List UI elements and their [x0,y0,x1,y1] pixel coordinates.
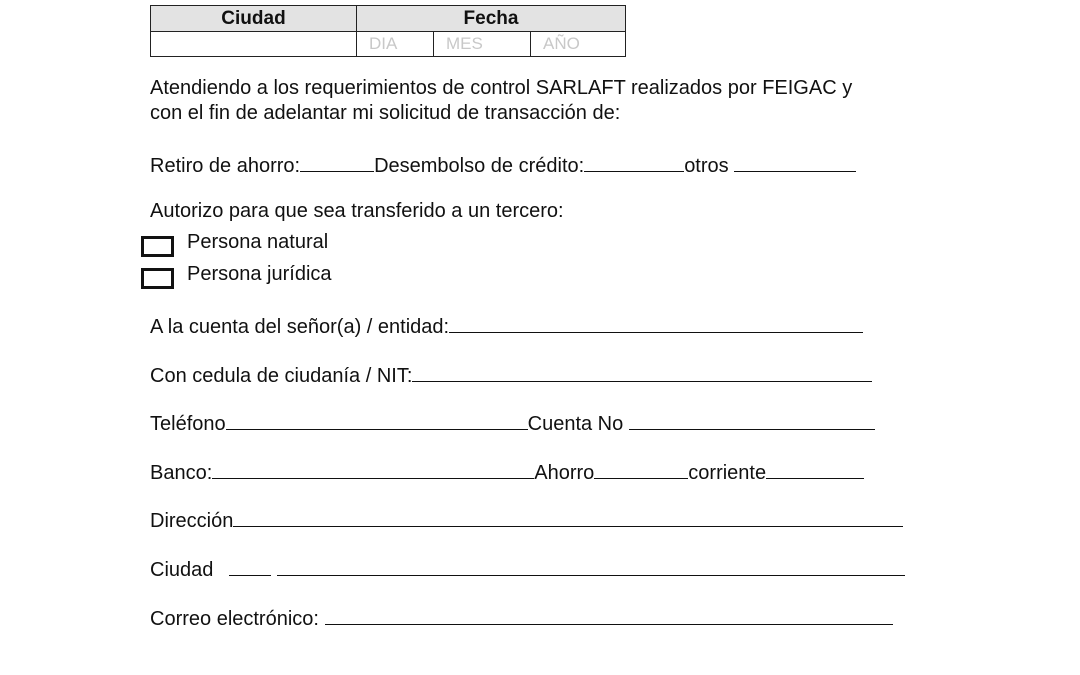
account-no-label: Cuenta No [527,413,624,435]
city-blank[interactable] [277,555,905,576]
current-blank[interactable] [766,458,864,479]
legal-person-checkbox[interactable] [141,268,174,289]
year-cell[interactable]: AÑO [531,32,626,57]
account-no-blank[interactable] [629,409,875,430]
others-blank[interactable] [734,151,856,172]
authorize-label: Autorizo para que sea transferido a un tercero: [150,200,564,222]
month-cell[interactable]: MES [434,32,531,57]
intro-paragraph [150,76,852,126]
intro-line-2: con el fin de adelantar mi solicitud de transacción de: [150,102,621,124]
city-label: Ciudad [150,559,214,581]
city-short-blank[interactable] [229,555,271,576]
email-blank[interactable] [325,604,893,625]
bank-blank[interactable] [212,458,534,479]
disbursement-label: Desembolso de crédito: [374,155,585,177]
email-label: Correo electrónico: [150,608,319,630]
address-row [150,506,903,533]
id-number-blank[interactable] [412,361,872,382]
bank-row [150,458,864,485]
header-date: Fecha [357,6,626,32]
savings-label: Ahorro [534,462,595,484]
transaction-row [150,151,856,178]
legal-person-label: Persona jurídica [187,263,332,285]
others-label: otros [684,155,729,177]
savings-blank[interactable] [594,458,688,479]
disbursement-blank[interactable] [584,151,684,172]
email-row [150,604,893,631]
city-row [150,555,905,582]
account-holder-row [150,312,863,339]
current-label: corriente [688,462,767,484]
bank-label: Banco: [150,462,213,484]
natural-person-label: Persona natural [187,231,329,253]
account-holder-label: A la cuenta del señor(a) / entidad: [150,316,450,338]
phone-row [150,409,875,436]
phone-blank[interactable] [226,409,528,430]
header-table [150,5,626,57]
intro-line-1: Atendiendo a los requerimientos de control SARLAFT realizados por FEIGAC y [150,77,853,99]
id-number-row [150,361,872,388]
account-holder-blank[interactable] [449,312,863,333]
header-city: Ciudad [151,6,357,32]
phone-label: Teléfono [150,413,226,435]
id-number-label: Con cedula de ciudanía / NIT: [150,365,413,387]
address-label: Dirección [150,510,234,532]
address-blank[interactable] [233,506,903,527]
city-cell[interactable] [151,32,357,57]
day-cell[interactable]: DIA [357,32,434,57]
withdrawal-label: Retiro de ahorro: [150,155,301,177]
natural-person-checkbox[interactable] [141,236,174,257]
withdrawal-blank[interactable] [300,151,374,172]
